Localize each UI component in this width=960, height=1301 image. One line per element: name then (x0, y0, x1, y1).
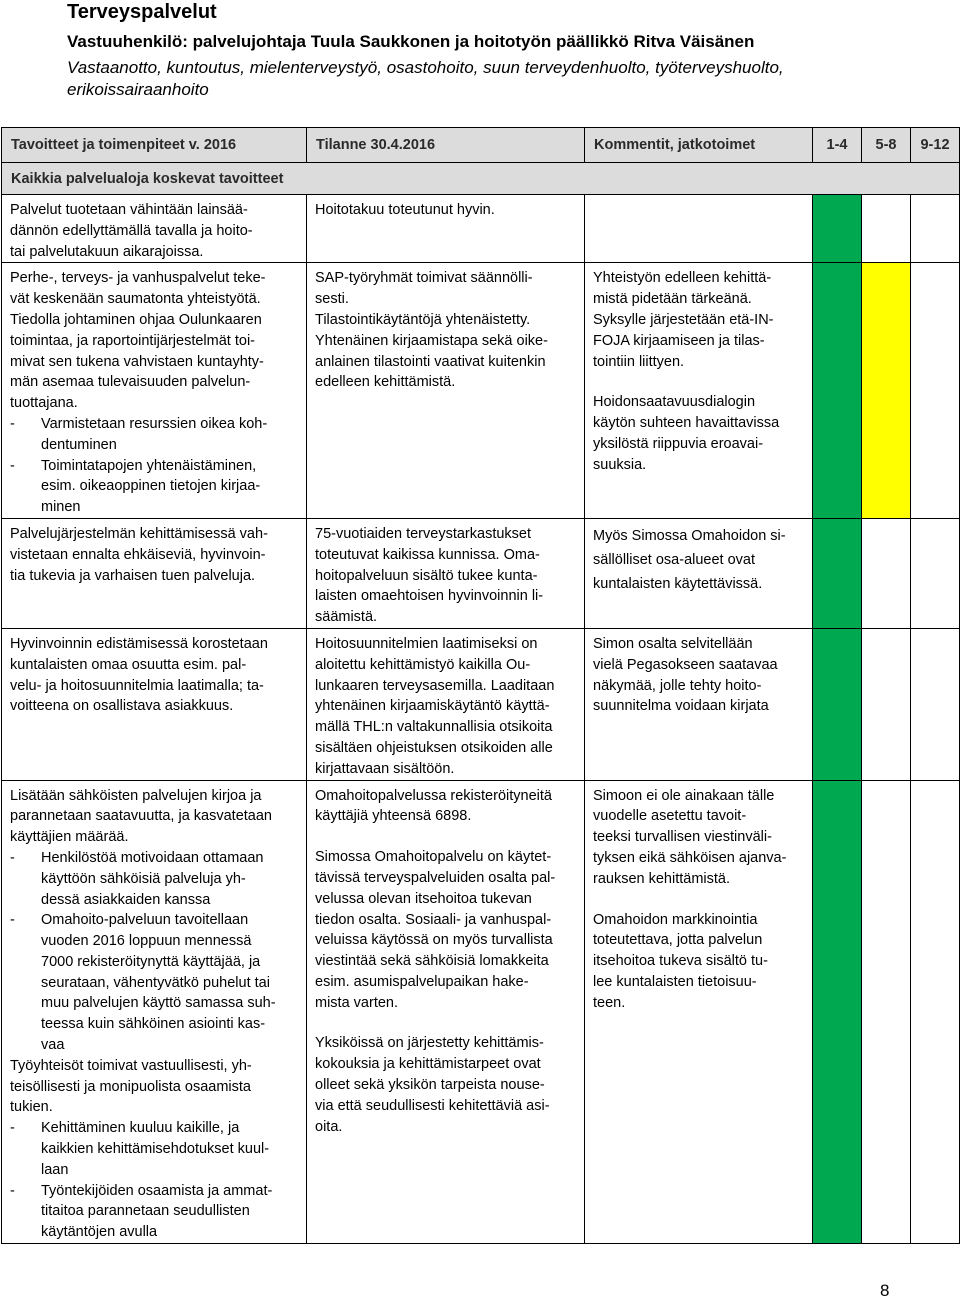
table-row (2, 628, 960, 780)
text-line: teessa kuin sähköinen asiointi kas- (41, 1016, 266, 1033)
text-line: dessä asiakkaiden kanssa (41, 891, 211, 908)
text-line: teisöllisesti ja monipuolista osaamista (10, 1078, 251, 1095)
text-line: via että seudullisesti kehitettäviä asi- (315, 1097, 550, 1114)
text-line: Palvelut tuotetaan vähintään lainsää- (10, 202, 248, 218)
text-line: muu palvelujen käyttö samassa suh- (41, 995, 276, 1012)
header-goals: Tavoitteet ja toimenpiteet v. 2016 (2, 128, 307, 163)
q1-status-green (813, 628, 862, 780)
text-line: käytäntöjen avulla (41, 1224, 158, 1241)
text-line: toteutettava, jotta palvelun (593, 932, 763, 949)
text-line: yhtenäinen kirjaamiskäytäntö käyttä- (315, 698, 550, 715)
page-number: 8 (880, 1281, 890, 1300)
text-line: tointiin liittyen. (593, 353, 685, 370)
page-title: Terveyspalvelut (67, 1, 217, 23)
q2-status-empty (862, 628, 911, 780)
text-line: dentuminen (41, 436, 117, 453)
text-line: laan (41, 1161, 69, 1178)
bullet-item (10, 456, 298, 518)
text-line: itsehoitoa tukeva sisältö tu- (593, 953, 768, 970)
table-row (2, 780, 960, 1244)
text-line: tia tukevia ja varhaisen tuen palveluja. (10, 567, 256, 584)
text-line: suunnitelma voidaan kirjata (593, 698, 769, 715)
goal-cell (2, 263, 306, 518)
bullet-text (41, 414, 298, 456)
text-line: teen. (593, 994, 626, 1011)
bullet-dash: - (10, 415, 15, 432)
text-line: Työyhteisöt toimivat vastuullisesti, yh- (10, 1057, 252, 1074)
text-line: tyksen eikä sähköisen ajanva- (593, 849, 787, 866)
text-line: seurataan, vähentyvätkö puhelut tai (41, 974, 270, 991)
text-line: käyttäjien määrää. (10, 829, 129, 846)
text-line: mista varten. (315, 994, 398, 1011)
text-line: näkymää, jolle tehty hoito- (593, 677, 762, 694)
q1-status-green (813, 195, 862, 263)
text-line: kokouksia ja kehittämistarpeet ovat (315, 1056, 541, 1073)
goals-table (1, 127, 960, 1244)
text-line: Simon osalta selvitellään (593, 635, 753, 652)
text-line: tukien. (10, 1099, 53, 1116)
text-line: Tilastointikäytäntöjä yhtenäistetty. (315, 311, 531, 328)
text-line: minen (41, 499, 81, 516)
bullet-item (10, 910, 298, 1056)
text-line: toteutuvat kaikissa kunnissa. Oma- (315, 546, 540, 563)
text-line: Simoon ei ole ainakaan tälle (593, 787, 775, 804)
text-line: esim. asumispalvelupaikan hake- (315, 973, 529, 990)
bullet-item (10, 414, 298, 456)
q2-status-empty (862, 518, 911, 628)
goal-cell (2, 519, 306, 586)
text-line: edelleen kehittämistä. (315, 374, 456, 391)
text-line: sisältäen ohjeistuksen otsikoiden alle (315, 739, 553, 756)
text-line: Palvelujärjestelmän kehittämisessä vah- (10, 525, 268, 542)
text-line: voitteena on osallistava asiakkuus. (10, 698, 234, 715)
text-line: Varmistetaan resurssien oikea koh- (41, 415, 268, 432)
text-line: kuntalaisten omaa osuutta esim. pal- (10, 656, 247, 673)
text-line: esim. oikeaoppinen tietojen kirjaa- (41, 478, 261, 495)
text-line: vaa (41, 1037, 65, 1054)
text-line: viestintää sekä sähköisiä lomakkeita (315, 953, 549, 970)
text-line: Omahoidon markkinointia (593, 911, 758, 928)
q2-status-yellow (862, 263, 911, 519)
text-line: hoitopalveluun sisältö tukee kunta- (315, 567, 538, 584)
status-cell (307, 519, 584, 628)
text-line: Hoitotakuu toteutunut hyvin. (315, 202, 495, 218)
q3-status-empty (911, 628, 960, 780)
text-line: parannetaan saatavuutta, ja kasvatetaan (10, 808, 272, 825)
header-q3: 9-12 (911, 128, 960, 163)
text-line: veluissa käytössä on myös turvallista (315, 932, 553, 949)
text-line: tai palvelutakuun aikarajoissa. (10, 243, 204, 260)
table-row (2, 518, 960, 628)
text-line: Lisätään sähköisten palvelujen kirjoa ja (10, 787, 262, 804)
text-line: mällä THL:n valtakunnallisia otsikoita (315, 719, 553, 736)
bullet-dash: - (10, 457, 15, 474)
table-row (2, 263, 960, 519)
q3-status-empty (911, 518, 960, 628)
comments-cell (585, 629, 812, 717)
bullet-item (10, 848, 298, 910)
bullet-dash: - (10, 1182, 15, 1199)
text-line: Tiedolla johtaminen ohjaa Oulunkaaren (10, 311, 262, 328)
table-header-row (2, 128, 960, 163)
text-line: velu- ja hoitosuunnitelmia laatimalla; ta- (10, 677, 264, 694)
table-row (2, 195, 960, 263)
q2-status-empty (862, 780, 911, 1244)
status-cell (307, 781, 584, 1138)
header-q2: 5-8 (862, 128, 911, 163)
status-cell (307, 195, 584, 221)
responsible-persons: Vastuuhenkilö: palvelujohtaja Tuula Saukkonen ja hoitotyön päällikkö Ritva Väisänen (67, 32, 755, 51)
text-line: Omahoitopalvelussa rekisteröityneitä (315, 787, 552, 804)
service-scope: Vastaanotto, kuntoutus, mielenterveystyö, osastohoito, suun terveydenhuolto, työterveyshuolto, erikoissairaanhoito (67, 58, 784, 99)
comments-cell (585, 519, 812, 596)
text-line: käyttöön sähköisiä palveluja yh- (41, 870, 246, 887)
text-line: FOJA kirjaamiseen ja tilas- (593, 332, 765, 349)
q2-status-empty (862, 195, 911, 263)
header-q1: 1-4 (813, 128, 862, 163)
bullet-text (41, 1181, 298, 1243)
text-line: sesti. (315, 291, 349, 308)
text-line: anlainen tilastointi vaativat kuitenkin (315, 353, 546, 370)
bullet-dash: - (10, 849, 15, 866)
q3-status-empty (911, 263, 960, 519)
text-line: Toimintatapojen yhtenäistäminen, (41, 457, 257, 474)
text-line: Hoidonsaatavuusdialogin (593, 394, 756, 411)
text-line: Omahoito-palveluun tavoitellaan (41, 912, 249, 929)
text-line: Työntekijöiden osaamista ja ammat- (41, 1182, 273, 1199)
text-line: oita. (315, 1118, 343, 1135)
text-line: Hoitosuunnitelmien laatimiseksi on (315, 635, 538, 652)
text-line: kuntalaisten käytettävissä. (593, 575, 763, 592)
text-line: yksilöstä riippuvia eroavai- (593, 435, 764, 452)
text-line: vistetaan ennalta ehkäiseviä, hyvinvoin- (10, 546, 266, 563)
text-line: Yhteistyön edelleen kehittä- (593, 270, 772, 287)
text-line: vielä Pegasokseen saatavaa (593, 656, 778, 673)
text-line: käytön suhteen havaittavissa (593, 415, 780, 432)
goal-cell (2, 781, 306, 1244)
q1-status-green (813, 263, 862, 519)
text-line: Hyvinvoinnin edistämisessä korostetaan (10, 635, 268, 652)
q3-status-empty (911, 195, 960, 263)
bullet-item (10, 1181, 298, 1243)
bullet-text (41, 456, 298, 518)
goal-cell (2, 629, 306, 717)
text-line: tävissä terveyspalveluiden osalta pal- (315, 869, 556, 886)
goal-cell (2, 195, 306, 262)
text-line: käyttäjiä yhteensä 6898. (315, 808, 472, 825)
text-line: olleet sekä yksikön tarpeista nouse- (315, 1077, 545, 1094)
text-line: vuodelle asetettu tavoit- (593, 808, 747, 825)
text-line: aloitettu kehittämistyö kaikilla Ou- (315, 656, 531, 673)
header-comments: Kommentit, jatkotoimet (585, 128, 813, 163)
text-line: laisten omaehtoisen hyvinvoinnin li- (315, 588, 544, 605)
text-line: velussa olevan itsehoitoa tukevan (315, 890, 532, 907)
q3-status-empty (911, 780, 960, 1244)
text-line: män asemaa tulevaisuuden palvelun- (10, 374, 251, 391)
text-line: vät keskenään saumatonta yhteistyötä. (10, 291, 261, 308)
status-cell (307, 629, 584, 780)
text-line: toimintaa, ja raportointijärjestelmät toi- (10, 332, 255, 349)
text-line: Myös Simossa Omahoidon si- (593, 527, 786, 544)
status-cell (307, 263, 584, 393)
text-line: mivat sen tukena vahvistaen kuntayhty- (10, 353, 264, 370)
text-line: suuksia. (593, 456, 647, 473)
q1-status-green (813, 780, 862, 1244)
bullet-text (41, 848, 298, 910)
bullet-text (41, 1118, 298, 1180)
text-line: kirjattavaan sisältöön. (315, 760, 455, 777)
text-line: vuoden 2016 loppuun mennessä (41, 933, 252, 950)
header-status: Tilanne 30.4.2016 (307, 128, 585, 163)
comments-cell (585, 263, 812, 475)
text-line: Kehittäminen kuuluu kaikille, ja (41, 1120, 240, 1137)
text-line: SAP-työryhmät toimivat säännölli- (315, 270, 533, 287)
text-line: dännön edellyttämällä tavalla ja hoito- (10, 222, 253, 239)
bullet-dash: - (10, 1120, 15, 1137)
text-line: lee kuntalaisten tietoisuu- (593, 973, 757, 990)
text-line: lunkaaren terveysasemilla. Laaditaan (315, 677, 555, 694)
text-line: kaikkien kehittämisehdotukset kuul- (41, 1141, 270, 1158)
text-line: sällölliset osa-alueet ovat (593, 551, 756, 568)
text-line: 75-vuotiaiden terveystarkastukset (315, 525, 531, 542)
text-line: 7000 rekisteröitynyttä käyttäjää, ja (41, 953, 261, 970)
bullet-text (41, 910, 298, 1056)
comments-cell (585, 781, 812, 1014)
bullet-item (10, 1118, 298, 1180)
text-line: Henkilöstöä motivoidaan ottamaan (41, 849, 264, 866)
text-line: rauksen kehittämistä. (593, 870, 731, 887)
text-line: mistä pidetään tärkeänä. (593, 291, 752, 308)
text-line: titaitoa parannetaan seudullisten (41, 1203, 250, 1220)
q1-status-green (813, 518, 862, 628)
text-line: säämistä. (315, 609, 378, 626)
text-line: Syksylle järjestetään etä-IN- (593, 311, 774, 328)
comments-cell (585, 195, 812, 200)
section-title: Kaikkia palvelualoja koskevat tavoitteet (2, 163, 960, 195)
text-line: tuottajana. (10, 395, 78, 412)
text-line: Yhtenäinen kirjaamistapa sekä oike- (315, 332, 548, 349)
text-line: tiedon osalta. Sosiaali- ja vanhuspal- (315, 911, 552, 928)
text-line: Perhe-, terveys- ja vanhuspalvelut teke- (10, 270, 266, 287)
text-line: Simossa Omahoitopalvelu on käytet- (315, 849, 552, 866)
text-line: Yksiköissä on järjestetty kehittämis- (315, 1035, 544, 1052)
section-row (2, 163, 960, 195)
bullet-dash: - (10, 912, 15, 929)
text-line: teeksi turvallisen viestinväli- (593, 829, 772, 846)
